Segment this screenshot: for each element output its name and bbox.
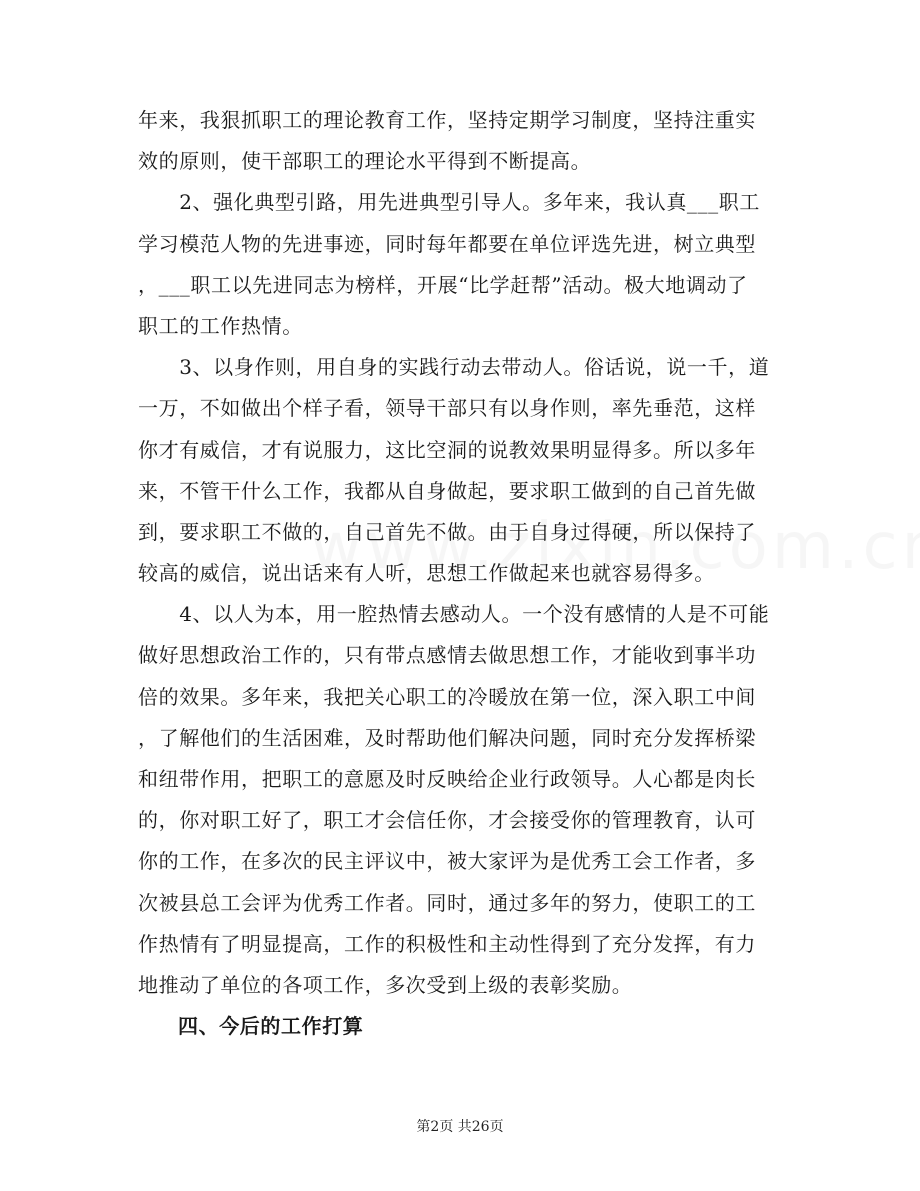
document-body [138, 100, 788, 1047]
text-line: 学习模范人物的先进事迹，同时每年都要在单位评选先进，树立典型 [138, 231, 756, 256]
text-line: 2、强化典型引路，用先进典型引导人。多年来，我认真___职工 [138, 190, 760, 215]
text-line: 地推动了单位的各项工作，多次受到上级的表彰奖励。 [138, 972, 633, 997]
text-line: 你才有威信，才有说服力，这比空洞的说教效果明显得多。所以多年 [138, 437, 756, 462]
text-line: 和纽带作用，把职工的意愿及时反映给企业行政领导。人心都是肉长 [138, 767, 756, 791]
text-line: 较高的威信，说出话来有人听，思想工作做起来也就容易得多。 [138, 561, 715, 586]
section-heading: 四、今后的工作打算 [178, 1014, 364, 1039]
text-line: ，___职工以先进同志为榜样，开展“比学赶帮”活动。极大地调动了 [138, 272, 748, 297]
text-line: 3、以身作则，用自身的实践行动去带动人。俗话说，说一千，道 [138, 355, 770, 380]
text-line: 来，不管干什么工作，我都从自身做起，要求职工做到的自己首先做 [138, 478, 756, 503]
text-line: 一万，不如做出个样子看，领导干部只有以身作则，率先垂范，这样 [138, 396, 756, 421]
text-line: 4、以人为本，用一腔热情去感动人。一个没有感情的人是不可能 [138, 602, 770, 627]
text-line: 作热情有了明显提高，工作的积极性和主动性得到了充分发挥，有力 [138, 931, 756, 956]
text-line: 到，要求职工不做的，自己首先不做。由于自身过得硬，所以保持了 [138, 519, 756, 544]
text-line: 年来，我狠抓职工的理论教育工作，坚持定期学习制度，坚持注重实 [138, 108, 756, 132]
text-line: 效的原则，使干部职工的理论水平得到不断提高。 [138, 149, 592, 174]
text-line: 的，你对职工好了，职工才会信任你，才会接受你的管理教育，认可 [138, 808, 756, 833]
text-line: 倍的效果。多年来，我把关心职工的冷暖放在第一位，深入职工中间 [138, 684, 756, 709]
page-number-footer: 第2页 共26页 [416, 1119, 504, 1135]
text-line: 你的工作，在多次的民主评议中，被大家评为是优秀工会工作者，多 [138, 849, 756, 874]
text-line: 做好思想政治工作的，只有带点感情去做思想工作，才能收到事半功 [138, 643, 756, 668]
text-line: ，了解他们的生活困难，及时帮助他们解决问题，同时充分发挥桥梁 [138, 725, 756, 750]
text-line: 职工的工作热情。 [138, 313, 303, 338]
text-line: 次被县总工会评为优秀工作者。同时，通过多年的努力，使职工的工 [138, 890, 756, 915]
